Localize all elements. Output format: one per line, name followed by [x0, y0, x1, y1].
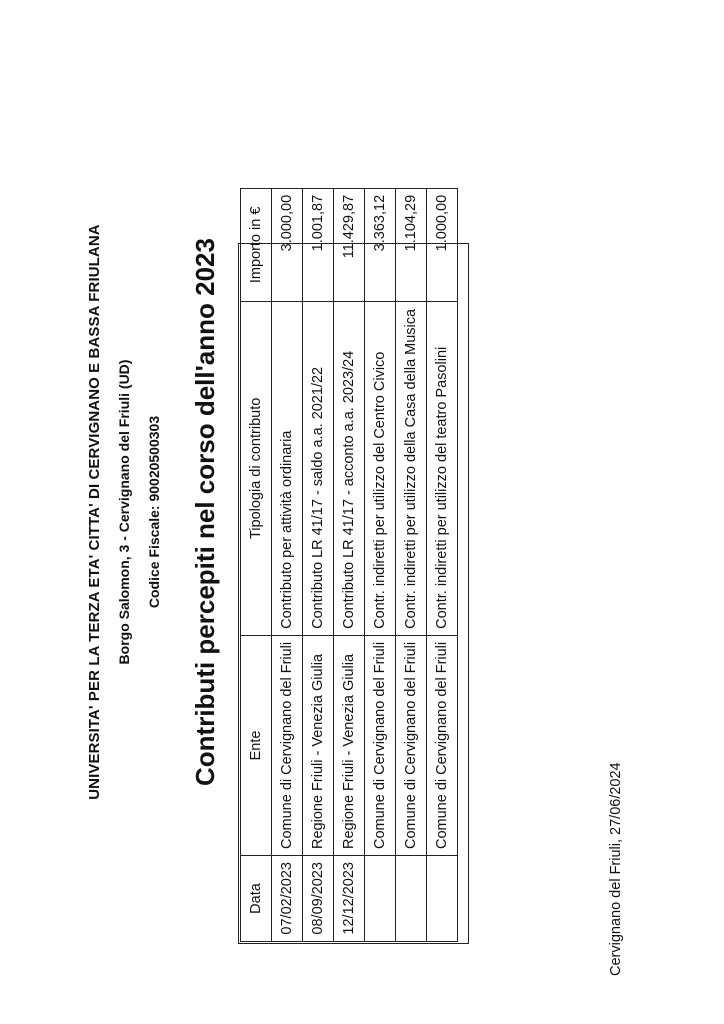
cell-importo: 1.001,87: [303, 188, 334, 301]
cell-importo: 1.104,29: [396, 188, 427, 301]
cell-importo: 11.429,87: [334, 188, 365, 301]
organization-address: Borgo Salomon, 3 - Cervignano del Friuli (UD): [116, 359, 132, 665]
contributions-table: [240, 188, 458, 942]
cell-tipologia: Contributo per attività ordinaria: [272, 301, 303, 635]
header-importo: Importo in €: [241, 188, 272, 301]
cell-importo: 3.363,12: [365, 188, 396, 301]
cell-data: 12/12/2023: [334, 856, 365, 942]
header-data: Data: [241, 856, 272, 942]
cell-ente: Comune di Cervignano del Friuli: [427, 635, 458, 855]
cell-tipologia: Contr. indiretti per utilizzo del Centro Civico: [365, 301, 396, 635]
cell-data: [396, 856, 427, 942]
place-and-date: Cervignano del Friuli, 27/06/2024: [608, 762, 624, 976]
header-tipologia: Tipologia di contributo: [241, 301, 272, 635]
header-ente: Ente: [241, 635, 272, 855]
cell-importo: 3.000,00: [272, 188, 303, 301]
cell-ente: Regione Friuli - Venezia Giulia: [334, 635, 365, 855]
document-title: Contributi percepiti nel corso dell'anno 2023: [190, 238, 220, 786]
fiscal-code: Codice Fiscale: 90020500303: [146, 415, 162, 609]
cell-tipologia: Contr. indiretti per utilizzo della Casa della Musica: [396, 301, 427, 635]
table-row: [365, 188, 396, 941]
cell-data: [365, 856, 396, 942]
table-row: [396, 188, 427, 941]
table-row: [303, 188, 334, 941]
cell-ente: Comune di Cervignano del Friuli: [272, 635, 303, 855]
cell-tipologia: Contr. indiretti per utilizzo del teatro Pasolini: [427, 301, 458, 635]
table-row: [272, 188, 303, 941]
cell-data: 08/09/2023: [303, 856, 334, 942]
cell-ente: Regione Friuli - Venezia Giulia: [303, 635, 334, 855]
cell-ente: Comune di Cervignano del Friuli: [396, 635, 427, 855]
cell-ente: Comune di Cervignano del Friuli: [365, 635, 396, 855]
table-row: [334, 188, 365, 941]
table-row: [427, 188, 458, 941]
organization-name: UNIVERSITA' PER LA TERZA ETA' CITTA' DI CERVIGNANO E BASSA FRIULANA: [86, 224, 103, 800]
cell-tipologia: Contributo LR 41/17 - acconto a.a. 2023/24: [334, 301, 365, 635]
cell-importo: 1.000,00: [427, 188, 458, 301]
cell-data: 07/02/2023: [272, 856, 303, 942]
cell-data: [427, 856, 458, 942]
table-header-row: [241, 188, 272, 941]
cell-tipologia: Contributo LR 41/17 - saldo a.a. 2021/22: [303, 301, 334, 635]
